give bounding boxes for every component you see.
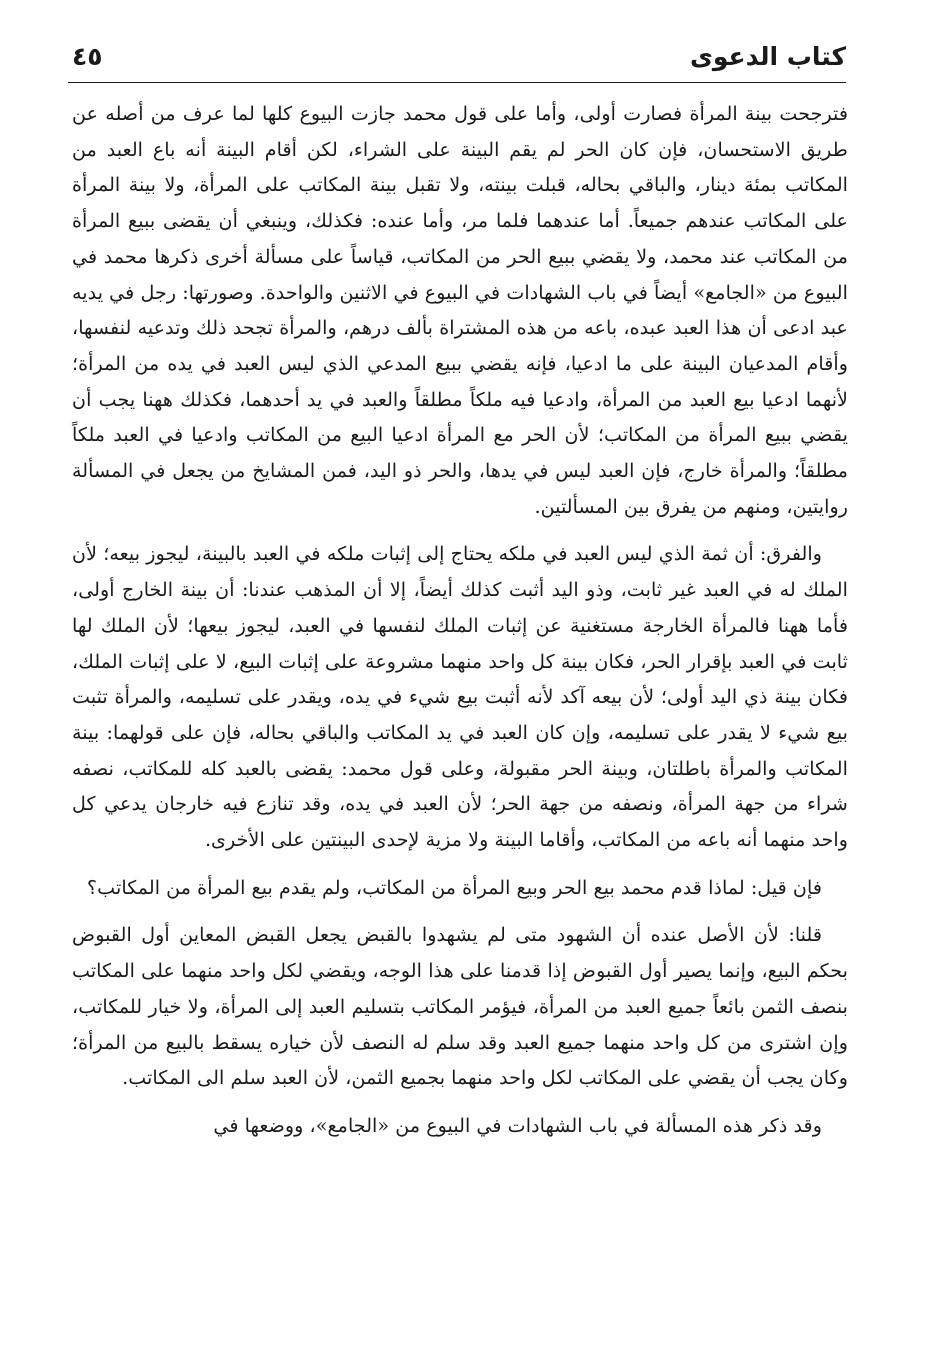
paragraph-5: وقد ذكر هذه المسألة في باب الشهادات في البيوع من «الجامع»، ووضعها في	[213, 1113, 822, 1137]
paragraph-4: قلنا: لأن الأصل عنده أن الشهود متى لم يشهدوا بالقبض يجعل القبض المعاين أول القبوض بحكم البيع، وإنما يصير أول القبوض إذا قدمنا على هذا الوجه، ويقضي لكل واحد منهما على المكاتب بنصف الثمن بائعاً جميع العبد من المرأة، فيؤمر المكاتب بتسليم العبد إلى المرأة، ولا خيار للمكاتب، وإن اشترى من كل واحد منهما جميع العبد وقد سلم له النصف لأن خياره يسقط بالبيع من المرأة؛ وكان يجب أن يقضي على المكاتب لكل واحد منهما بجميع الثمن، لأن العبد سلم الى المكاتب.	[72, 923, 848, 1090]
paragraph-3: فإن قيل: لماذا قدم محمد بيع الحر وبيع المرأة من المكاتب، ولم يقدم بيع المرأة من المكاتب؟	[87, 875, 822, 899]
paragraph-1: فترجحت بينة المرأة فصارت أولى، وأما على قول محمد جازت البيوع كلها لما عرف من أصله عن طريق الاستحسان، فإن كان الحر لم يقم البينة على الشراء، لكن أقام البينة أنه باع العبد من المكاتب بمئة دينار، والباقي بحاله، قبلت بينته، ولا تقبل بينة المكاتب على المرأة، ولا بينة المرأة على المكاتب عندهم جميعاً. أما عندهما فلما مر، وأما عنده: فكذلك، وينبغي أن يقضى ببيع المرأة من المكاتب عند محمد، ولا يقضي ببيع الحر من المكاتب، قياساً على مسألة أخرى ذكرها محمد في البيوع من «الجامع» أيضاً في باب الشهادات في البيوع في الاثنين والواحدة. وصورتها: رجل في يديه عبد ادعى أن هذا العبد عبده، باعه من هذه المشتراة بألف درهم، والمرأة تجحد ذلك وتدعيه لنفسها، وأقام المدعيان البينة على ما ادعيا، فإنه يقضي ببيع المدعي الذي ليس العبد في يده من المرأة؛ لأنهما ادعيا بيع العبد من المرأة، وادعيا فيه ملكاً مطلقاً والعبد في يد أحدهما، فكذلك ههنا يجب أن يقضي ببيع المرأة من المكاتب؛ لأن الحر مع المرأة ادعيا البيع من المكاتب وادعيا في العبد ملكاً مطلقاً؛ والمرأة خارج، فإن العبد ليس في يدها، والحر ذو اليد، فمن المشايخ من يجعل في المسألة روايتين، ومنهم من يفرق بين المسألتين.	[72, 102, 848, 518]
page-body	[72, 96, 848, 1156]
page-header	[68, 34, 846, 83]
running-title: كتاب الدعوى	[689, 42, 846, 71]
page-number: ٤٥	[72, 42, 103, 71]
paragraph-2: والفرق: أن ثمة الذي ليس العبد في ملكه يحتاج إلى إثبات ملكه في العبد بالبينة، ليجوز بيعه؛ لأن الملك له في العبد غير ثابت، وذو اليد أثبت كذلك أيضاً، إلا أن المذهب عندنا: أن بينة الخارج أولى، فأما ههنا فالمرأة الخارجة مستغنية عن إثبات الملك لنفسها في العبد، ليجوز بيعها؛ لأن الملك لها ثابت في العبد بإقرار الحر، فكان بينة كل واحد منهما مشروعة على إثبات البيع، لا على إثبات الملك، فكان بينة ذي اليد أولى؛ لأن بيعه آكد لأنه أثبت بيع شيء في يده، ويقدر على تسليمه، والمرأة تثبت بيع شيء لا يقدر على تسليمه، وإن كان العبد في يد المكاتب والباقي بحاله، فإن على قولهما: بينة المكاتب والمرأة باطلتان، وبينة الحر مقبولة، وعلى قول محمد: يقضى بالعبد كله للمكاتب، نصفه شراء من جهة المرأة، ونصفه من جهة الحر؛ لأن العبد في يده، وقد تنازع فيه خارجان يدعي كل واحد منهما أنه باعه من المكاتب، وأقاما البينة ولا مزية لإحدى البينتين على الأخرى.	[72, 542, 848, 852]
